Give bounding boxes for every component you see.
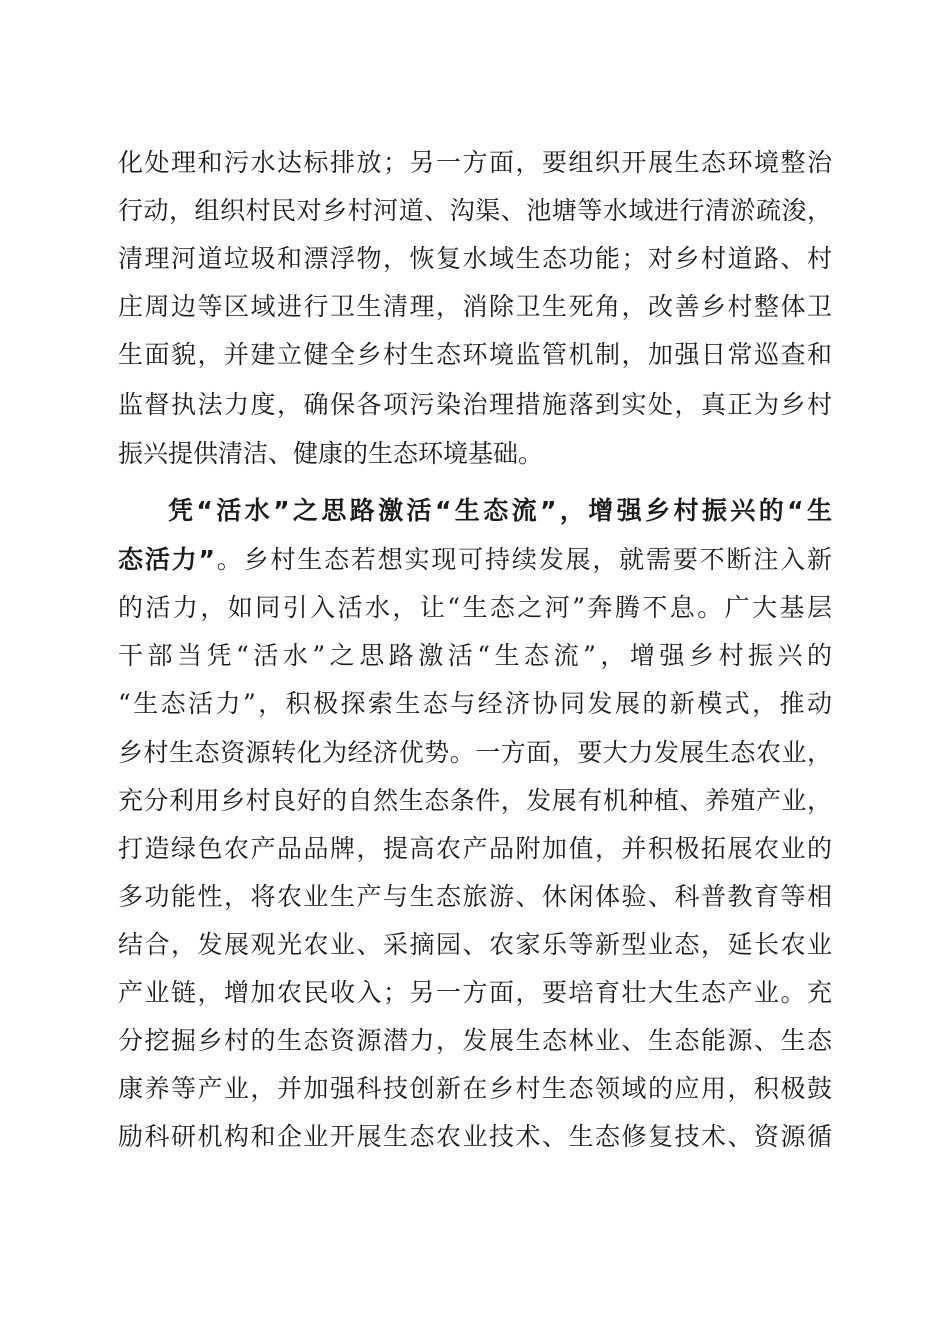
body-text-line: 结合，发展观光农业、采摘园、农家乐等新型业态，延长农业 [118,930,832,959]
body-text-line: 产业链，增加农民收入；另一方面，要培育壮大生态产业。充 [118,978,832,1007]
body-text-line: 的活力，如同引入活水，让“生态之河”奔腾不息。广大基层 [118,593,832,622]
body-text-line: 康养等产业，并加强科技创新在乡村生态领域的应用，积极鼓 [118,1074,832,1103]
body-text-line: 多功能性，将农业生产与生态旅游、休闲体验、科普教育等相 [118,882,832,911]
body-text-line: 励科研机构和企业开展生态农业技术、生态修复技术、资源循 [118,1122,832,1151]
body-text-line: 生面貌，并建立健全乡村生态环境监管机制，加强日常巡查和 [118,340,832,369]
section-heading-tail: 态活力” [118,545,215,574]
body-text-line: 干部当凭“活水”之思路激活“生态流”，增强乡村振兴的 [118,641,832,670]
section-heading: 凭“活水”之思路激活“生态流”，增强乡村振兴的“生 [168,496,832,525]
body-text-line: 打造绿色农产品品牌，提高农产品附加值，并积极拓展农业的 [118,834,832,863]
section-heading-continuation [118,537,832,583]
body-text-line: 化处理和污水达标排放；另一方面，要组织开展生态环境整治 [118,148,832,177]
body-text-line: 振兴提供清洁、健康的生态环境基础。 [118,439,544,468]
body-text-line: 清理河道垃圾和漂浮物，恢复水域生态功能；对乡村道路、村 [118,244,832,273]
body-text-line: 充分利用乡村良好的自然生态条件，发展有机种植、养殖产业， [118,786,832,815]
body-text-line: 行动，组织村民对乡村河道、沟渠、池塘等水域进行清淤疏浚， [118,196,832,225]
body-text-line: 庄周边等区域进行卫生清理，消除卫生死角，改善乡村整体卫 [118,292,832,321]
body-text-line: 乡村生态资源转化为经济优势。一方面，要大力发展生态农业， [118,738,832,767]
body-text-line: 监督执法力度，确保各项污染治理措施落到实处，真正为乡村 [118,390,832,419]
body-text-line: “生态活力”，积极探索生态与经济协同发展的新模式，推动 [118,689,832,718]
body-text-line: 分挖掘乡村的生态资源潜力，发展生态林业、生态能源、生态 [118,1026,832,1055]
body-text-run: 。乡村生态若想实现可持续发展，就需要不断注入新 [214,545,832,574]
